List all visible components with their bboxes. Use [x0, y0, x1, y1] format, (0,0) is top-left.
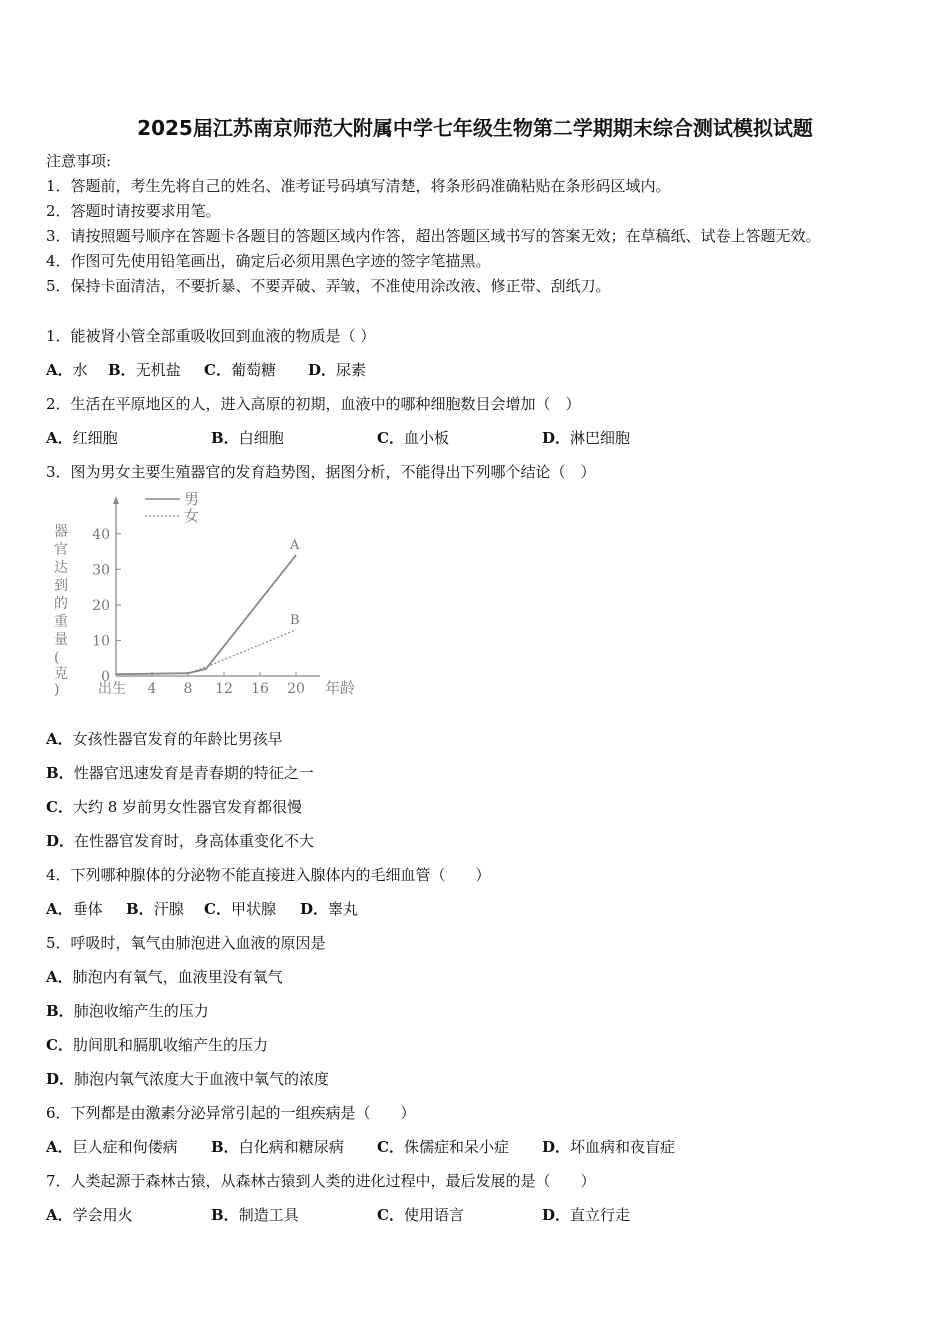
- y-tick-label: 10: [92, 633, 110, 650]
- option-letter: D．: [308, 361, 337, 379]
- y-axis-label-char: 官: [54, 542, 68, 558]
- option-text: 睾丸: [328, 900, 359, 918]
- y-tick-label: 0: [101, 669, 110, 685]
- notice-item: 1．答题前，考生先将自己的姓名、准考证号码填写清楚，将条形码准确粘贴在条形码区域内。: [46, 177, 671, 195]
- option-text: 无机盐: [135, 361, 181, 379]
- option-letter: B．: [211, 1138, 239, 1156]
- option-text: 血小板: [403, 429, 449, 447]
- question-stem: 1．能被肾小管全部重吸收回到血液的物质是（ ）: [46, 327, 376, 345]
- option-text: 侏儒症和呆小症: [403, 1138, 509, 1156]
- option-text: 坏血病和夜盲症: [570, 1138, 676, 1156]
- question-stem: 5．呼吸时，氧气由肺泡进入血液的原因是: [46, 934, 326, 952]
- option-row: [46, 1205, 630, 1225]
- option-text: 直立行走: [570, 1206, 631, 1224]
- option-text: 女孩性器官发育的年龄比男孩早: [72, 730, 283, 748]
- option-letter: C．: [46, 798, 73, 816]
- option-line: [46, 763, 314, 783]
- y-axis-arrow: [113, 496, 119, 504]
- option-text: 尿素: [336, 361, 367, 379]
- chart-legend: [145, 490, 199, 525]
- option-text: 垂体: [72, 900, 103, 918]
- legend-male-label: 男: [184, 490, 200, 508]
- option-letter: B．: [126, 900, 154, 918]
- option-letter: C．: [204, 361, 231, 379]
- option-text: 肋间肌和膈肌收缩产生的压力: [72, 1036, 268, 1054]
- y-axis-label-char: (: [54, 650, 60, 666]
- legend-female-label: 女: [184, 507, 200, 525]
- y-tick-label: 30: [92, 562, 110, 579]
- question-stem: 2．生活在平原地区的人，进入高原的初期，血液中的哪种细胞数目会增加（ ）: [46, 395, 581, 413]
- notice-item: 4．作图可先使用铅笔画出，确定后必须用黑色字迹的签字笔描黑。: [46, 252, 491, 270]
- option-row: [46, 899, 358, 919]
- option-text: 葡萄糖: [230, 361, 276, 379]
- option-text: 淋巴细胞: [570, 429, 631, 447]
- option-letter: B．: [211, 1206, 239, 1224]
- x-tick-label: 出生: [98, 681, 126, 697]
- option-text: 红细胞: [72, 429, 118, 447]
- option-text: 巨人症和佝偻病: [72, 1138, 178, 1156]
- x-tick-label: 12: [215, 681, 233, 697]
- option-text: 白细胞: [238, 429, 284, 447]
- option-letter: A．: [46, 429, 73, 447]
- series-end-label: B: [290, 612, 300, 628]
- question-stem: 3．图为男女主要生殖器官的发育趋势图，据图分析，不能得出下列哪个结论（ ）: [46, 463, 596, 481]
- option-letter: D．: [300, 900, 329, 918]
- notice-item: 3．请按照题号顺序在答题卡各题目的答题区域内作答，超出答题区域书写的答案无效；在草稿纸、试卷上答题无效。: [46, 227, 821, 245]
- y-axis-label-char: 重: [54, 614, 68, 630]
- growth-chart: [50, 488, 380, 703]
- option-letter: D．: [542, 1138, 571, 1156]
- y-axis-label-char: 到: [54, 578, 68, 594]
- option-letter: C．: [46, 1036, 73, 1054]
- y-axis-label-char: 器: [54, 524, 68, 540]
- option-letter: C．: [204, 900, 231, 918]
- option-letter: A．: [46, 1206, 73, 1224]
- option-letter: B．: [46, 764, 74, 782]
- option-letter: C．: [377, 429, 404, 447]
- question-stem: 6．下列都是由激素分泌异常引起的一组疾病是（ ）: [46, 1104, 416, 1122]
- option-letter: B．: [211, 429, 239, 447]
- series-end-label: A: [290, 538, 300, 554]
- option-letter: B．: [108, 361, 136, 379]
- option-text: 在性器官发育时，身高体重变化不大: [74, 832, 315, 850]
- option-line: [46, 1069, 329, 1089]
- option-letter: C．: [377, 1138, 404, 1156]
- y-tick-label: 40: [92, 526, 110, 543]
- option-line: [46, 831, 314, 851]
- page-title: 2025届江苏南京师范大附属中学七年级生物第二学期期末综合测试模拟试题: [137, 116, 813, 140]
- option-line: [46, 1035, 268, 1055]
- question-stem: 7．人类起源于森林古猿，从森林古猿到人类的进化过程中，最后发展的是（ ）: [46, 1172, 596, 1190]
- option-letter: B．: [46, 1002, 74, 1020]
- question-stem: 4．下列哪种腺体的分泌物不能直接进入腺体内的毛细血管（ ）: [46, 866, 491, 884]
- x-tick-label: 8: [183, 681, 193, 697]
- option-letter: A．: [46, 361, 73, 379]
- option-letter: D．: [542, 429, 571, 447]
- notice-item: 5．保持卡面清洁，不要折暴、不要弄破、弄皱，不准使用涂改液、修正带、刮纸刀。: [46, 277, 611, 295]
- y-axis-label-char: 克: [54, 666, 68, 682]
- option-line: [46, 797, 302, 817]
- option-text: 肺泡内有氧气，血液里没有氧气: [72, 968, 283, 986]
- notice-item: 2．答题时请按要求用笔。: [46, 202, 221, 220]
- x-axis-label: 年龄: [325, 679, 356, 697]
- option-letter: C．: [377, 1206, 404, 1224]
- y-axis-label-char: 的: [54, 596, 68, 612]
- x-tick-label: 16: [251, 681, 269, 697]
- option-letter: D．: [542, 1206, 571, 1224]
- option-row: [46, 428, 630, 448]
- option-letter: A．: [46, 730, 73, 748]
- x-tick-label: 4: [147, 681, 157, 697]
- option-text: 使用语言: [403, 1206, 464, 1224]
- option-row: [46, 1137, 675, 1157]
- y-axis-label-char: 量: [54, 632, 68, 648]
- y-axis-label-char: ): [54, 682, 60, 698]
- notice-heading: 注意事项:: [46, 152, 112, 170]
- option-letter: D．: [46, 832, 75, 850]
- option-text: 甲状腺: [230, 900, 276, 918]
- option-text: 肺泡内氧气浓度大于血液中氧气的浓度: [74, 1070, 330, 1088]
- option-text: 制造工具: [238, 1206, 299, 1224]
- option-text: 汗腺: [153, 900, 184, 918]
- option-text: 白化病和糖尿病: [238, 1138, 344, 1156]
- option-letter: A．: [46, 968, 73, 986]
- y-axis-label-char: 达: [54, 560, 68, 576]
- x-tick-label: 20: [287, 681, 305, 697]
- option-letter: A．: [46, 900, 73, 918]
- option-line: [46, 967, 283, 987]
- option-letter: D．: [46, 1070, 75, 1088]
- y-tick-label: 20: [92, 597, 110, 614]
- option-text: 性器官迅速发育是青春期的特征之一: [73, 764, 314, 782]
- series-line-male: [116, 555, 296, 674]
- option-row: [46, 360, 366, 380]
- option-text: 肺泡收缩产生的压力: [73, 1002, 209, 1020]
- option-text: 大约 8 岁前男女性器官发育都很慢: [72, 798, 303, 816]
- option-letter: A．: [46, 1138, 73, 1156]
- option-text: 学会用火: [72, 1206, 133, 1224]
- option-line: [46, 729, 283, 749]
- option-line: [46, 1001, 209, 1021]
- option-text: 水: [72, 361, 88, 379]
